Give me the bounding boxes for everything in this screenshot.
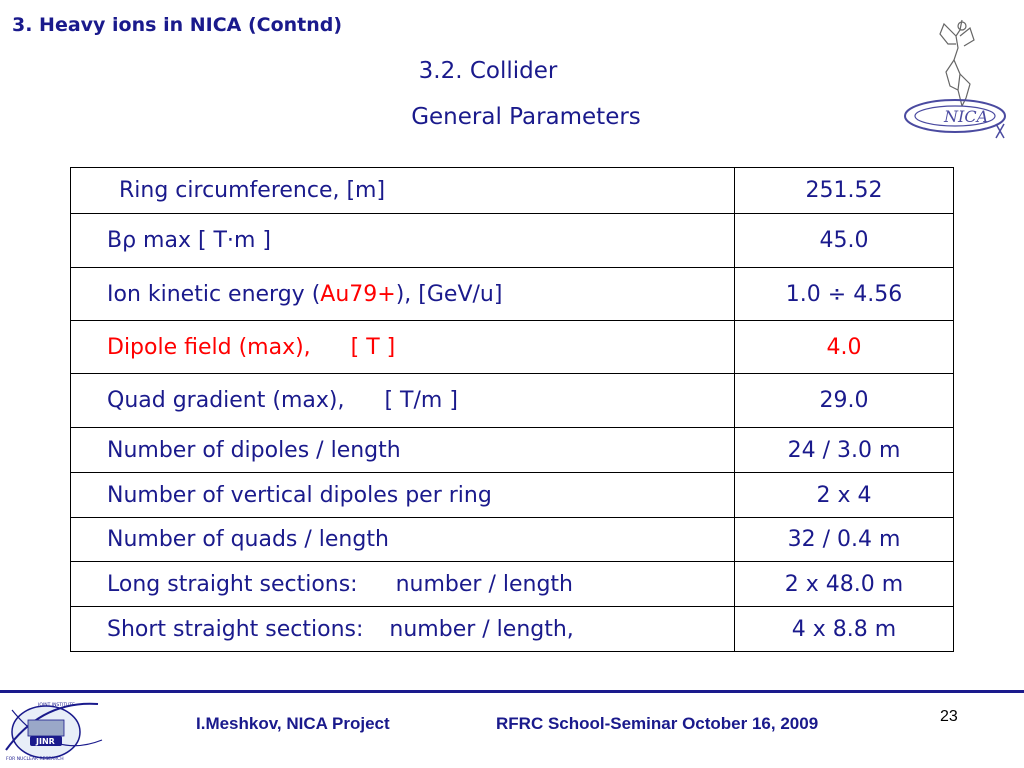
param-value: 45.0 [735,214,954,268]
nica-logo-icon [900,14,1010,144]
footer-divider [0,690,1024,693]
table-row [71,268,954,321]
param-label: Number of dipoles / length [71,428,735,473]
table-row [71,562,954,607]
svg-text:FOR NUCLEAR RESEARCH: FOR NUCLEAR RESEARCH [6,757,64,762]
table-row [71,168,954,214]
table-row [71,321,954,374]
footer-author: I.Meshkov, NICA Project [196,714,390,733]
param-value: 32 / 0.4 m [735,518,954,562]
param-value: 2 x 48.0 m [735,562,954,607]
footer-event: RFRC School-Seminar October 16, 2009 [496,714,819,733]
param-value: 2 x 4 [735,473,954,518]
svg-text:JOINT INSTITUTE: JOINT INSTITUTE [38,703,76,708]
param-label: Number of vertical dipoles per ring [71,473,735,518]
param-label: Long straight sections: number / length [71,562,735,607]
slide-subtitle: 3.2. Collider [418,58,558,84]
svg-text:NICA: NICA [944,107,989,126]
parameters-table [70,167,954,652]
table-row [71,428,954,473]
param-value: 251.52 [735,168,954,214]
table-row [71,607,954,652]
table-row [71,214,954,268]
param-label: Bρ max [ T⋅m ] [71,214,735,268]
param-label: Dipole field (max), [ T ] [71,321,735,374]
param-label: Ring circumference, [m] [71,168,735,214]
param-value: 1.0 ÷ 4.56 [735,268,954,321]
slide-heading: General Parameters [411,104,641,130]
svg-text:JINR: JINR [36,737,55,746]
param-value: 29.0 [735,374,954,428]
param-label: Quad gradient (max), [ T/m ] [71,374,735,428]
param-label: Ion kinetic energy (Au79+), [GeV/u] [71,268,735,321]
jinr-logo-icon [2,690,112,768]
param-label: Number of quads / length [71,518,735,562]
section-title: 3. Heavy ions in NICA (Contnd) [12,14,343,36]
param-label: Short straight sections: number / length, [71,607,735,652]
table-row [71,518,954,562]
param-value: 4.0 [735,321,954,374]
table-row [71,374,954,428]
param-value: 4 x 8.8 m [735,607,954,652]
page-number: 23 [940,708,958,725]
table-row [71,473,954,518]
param-value: 24 / 3.0 m [735,428,954,473]
